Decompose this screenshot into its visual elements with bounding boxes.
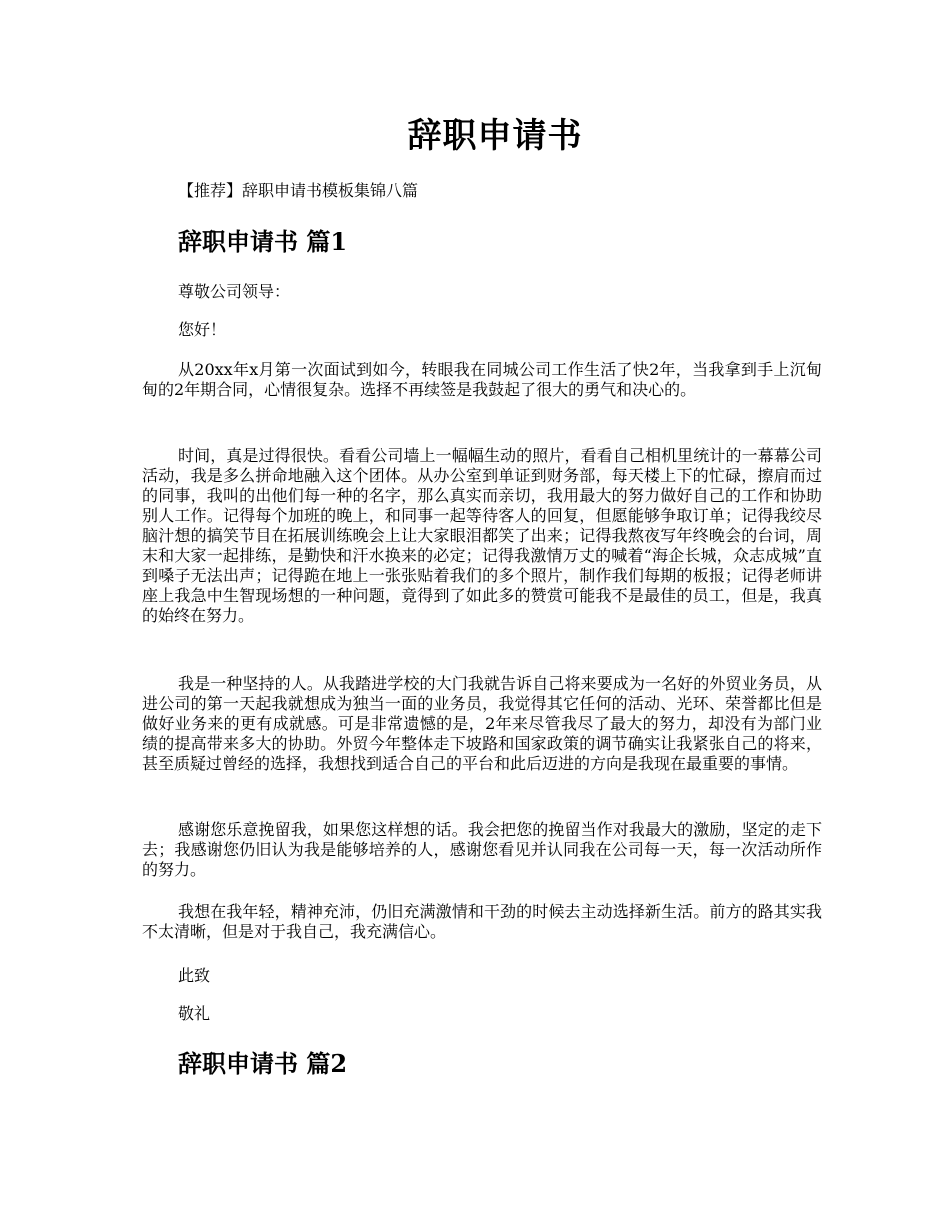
body-paragraph-1: 从20xx年x月第一次面试到如今，转眼我在同城公司工作生活了快2年，当我拿到手上沉甸甸的2年期合同，心情很复杂。选择不再续签是我鼓起了很大的勇气和决心的。 (142, 360, 822, 399)
section-heading-2: 辞职申请书 篇2 (178, 1049, 348, 1078)
body-paragraph-3: 我是一种坚持的人。从我踏进学校的大门我就告诉自己将来要成为一名好的外贸业务员，从进公司的第一天起我就想成为独当一面的业务员，我觉得其它任何的活动、光环、荣誉都比但是做好业务来的更有成就感。可是非常遗憾的是，2年来尽管我尽了最大的努力，却没有为部门业绩的提高带来多大的协助。外贸今年整体走下坡路和国家政策的调节确实让我紧张自己的将来，甚至质疑过曾经的选择，我想找到适合自己的平台和此后迈进的方向是我现在最重要的事情。 (142, 674, 822, 773)
page-title: 辞职申请书 (407, 116, 583, 156)
body-paragraph-4: 感谢您乐意挽留我，如果您这样想的话。我会把您的挽留当作对我最大的激励，坚定的走下去；我感谢您仍旧认为我是能够培养的人，感谢您看见并认同我在公司每一天，每一次活动所作的努力。 (142, 820, 822, 879)
body-paragraph-5: 我想在我年轻，精神充沛，仍旧充满激情和干劲的时候去主动选择新生活。前方的路其实我不太清晰，但是对于我自己，我充满信心。 (142, 902, 822, 941)
salutation: 尊敬公司领导： (178, 282, 291, 301)
greeting: 您好！ (178, 320, 227, 339)
section-heading-1: 辞职申请书 篇1 (178, 227, 348, 256)
document-subtitle: 【推荐】辞职申请书模板集锦八篇 (178, 181, 419, 200)
closing-line-2: 敬礼 (178, 1004, 211, 1023)
closing-line-1: 此致 (178, 966, 211, 985)
body-paragraph-2: 时间，真是过得很快。看看公司墙上一幅幅生动的照片，看看自己相机里统计的一幕幕公司活动，我是多么拼命地融入这个团体。从办公室到单证到财务部，每天楼上下的忙碌，擦肩而过的同事，我叫的出他们每一种的名字，那么真实而亲切，我用最大的努力做好自己的工作和协助别人工作。记得每个加班的晚上，和同事一起等待客人的回复，但愿能够争取订单；记得我绞尽脑汁想的搞笑节目在拓展训练晚会上让大家眼泪都笑了出来；记得我熬夜写年终晚会的台词，周末和大家一起排练，是勤快和汗水换来的必定；记得我激情万丈的喊着“海企长城，众志成城”直到嗓子无法出声；记得跪在地上一张张贴着我们的多个照片，制作我们每期的板报；记得老师讲座上我急中生智现场想的一种问题，竟得到了如此多的赞赏可能我不是最佳的员工，但是，我真的始终在努力。 (142, 446, 822, 625)
